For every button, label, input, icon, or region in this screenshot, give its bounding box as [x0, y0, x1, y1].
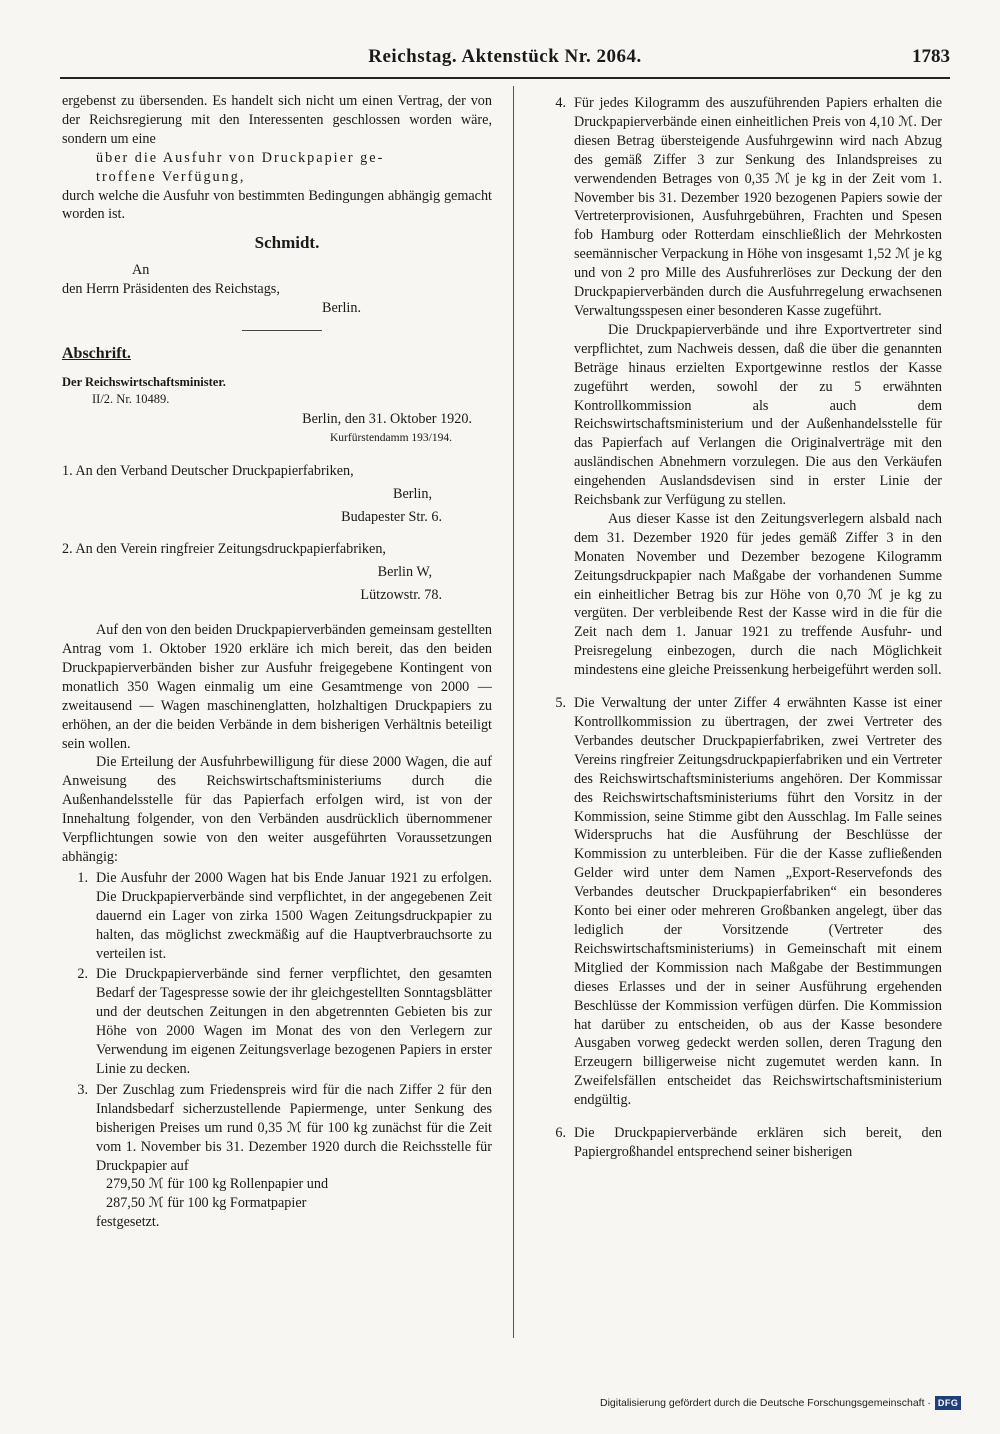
digitization-credit — [600, 1396, 961, 1410]
addressee-2-line-2: Berlin W, — [377, 564, 432, 581]
reference-number: II/2. Nr. 10489. — [92, 391, 170, 406]
dateline: Berlin, den 31. Oktober 1920. — [302, 410, 472, 427]
list-item-text: Für jedes Kilogramm des auszuführenden Papiers erhalten die Druckpapierverbände einen einheitlichen Preis von 4,10 ℳ. Der diesen Betrag übersteigende Ausfuhrgewinn wird nach Abzug des gemäß Ziffer 3 zur Senkung des Inlandspreises zu verwendenden Betrages von 0,35 ℳ je kg in der Zeit vom 1. November bis 31. Dezember 1920 bezogenen Papiers sowie der Vertreterprovisionen, Ausfuhrgebühren, Frachten und Spesen fob Hamburg oder Rotterdam einschließlich der Mehrkosten seemännischer Verpackung in Höhe von insgesamt 1,52 ℳ je kg und von 2 pro Mille des Ausfuhrerlöses zur Deckung der den Druckpapierverbänden durch die Ausfuhrregelung erwachsenen Verwaltungsspesen einer besonderen Kasse zugeführt. — [574, 95, 942, 319]
running-head — [60, 42, 950, 76]
header-rule — [60, 77, 950, 79]
list-item-number: 4. — [555, 95, 566, 111]
addressee-2-line-1: 2. An den Verein ringfreier Zeitungsdruckpapierfabriken, — [62, 541, 386, 558]
list-item-text: Die Verwaltung der unter Ziffer 4 erwähnten Kasse ist einer Kontrollkommission zu übertragen, der zwei Vertreter des Verbandes deutscher Druckpapierfabriken, zwei Vertreter des Vereins ringfreier Zeitungsdruckpapierfabriken und ein Vertreter des Reichswirtschaftsministeriums angehören. Der Kommissar des Reichswirtschaftsministeriums führt den Vorsitz in der Kommission, seine Stimme gibt den Ausschlag. Im Falle seines Widerspruchs hat die Ausführung der Beschlüsse der Kommission zu unterbleiben. Für die der Kasse zufließenden Gelder wird unter dem Namen „Export-Reservefonds des Verbandes deutscher Druckpapierfabriken“ ein besonderes Konto bei einer oder mehreren Großbanken angelegt, über das lediglich der Vorsitzende (Vertreter des Reichswirtschaftsministeriums) in Gemeinschaft mit einem Mitglied der Kommission nach Maßgabe der Bestimmungen dieses Erlasses und der in seiner Ausführung ergehenden Beschlüsse der Kommission verfügen dürfen. Die Kommission hat darüber zu entscheiden, ob aus der Kasse besondere Ausgaben vorweg gedeckt werden sollen, deren Tragung den Erzeugern billigerweise nicht zugemutet werden kann. In Zweifelsfällen entscheidet das Reichswirtschaftsministerium endgültig. — [574, 695, 942, 1109]
list-item-number: 5. — [555, 695, 566, 712]
section-rule — [242, 330, 322, 331]
list-item-number: 3. — [77, 1081, 88, 1098]
intro-continuation: durch welche die Ausfuhr von bestimmten Bedingungen abhängig gemacht worden ist. — [62, 187, 492, 223]
addressee-1-line-1: 1. An den Verband Deutscher Druckpapierfabriken, — [62, 462, 354, 479]
page-number: 1783 — [912, 46, 950, 67]
list-item-text: Der Zuschlag zum Friedenspreis wird für die nach Ziffer 2 für den Inlandsbedarf sicherzustellende Papiermenge, unter Senkung des bisherigen Preises um rund 0,35 ℳ für 100 kg zunächst für die Zeit vom 1. November bis 31. Dezember 1920 durch die Reichsstelle für Druckpapier auf — [96, 1081, 492, 1174]
signature: Schmidt. — [254, 233, 320, 253]
dfg-logo-icon: DFG — [935, 1396, 962, 1410]
item-4-paragraph-2: Die Druckpapierverbände und ihre Exportvertreter sind verpflichtet, zum Nachweis dessen, daß die über die genannten Beträge hinaus erzielten Exportgewinne restlos der Kasse zugeführt werden, sowohl der zu 5 erwähnten Kontrollkommission als auch dem Reichswirtschaftsministerium und der Außenhandelsstelle für das Papierfach auf Verlangen die Originalverträge mit den ausländischen Abnehmern vorzulegen. Die aus den Verkäufen eingehenden Auslandsdevisen sind in erster Linie der Reichsbank zur Verfügung zu stellen. — [574, 321, 942, 509]
list-item-number: 6. — [555, 1125, 566, 1142]
item-4-paragraph-3: Aus dieser Kasse ist den Zeitungsverlegern alsbald nach dem 31. Dezember 1920 für jedes gemäß Ziffer 3 in den Monaten November und Dezember bezogene Kilogramm Zeitungsdruckpapier nach Maßgabe der vorhandenen Summe ein einheitlicher Betrag bis zur Höhe von 0,70 ℳ je kg zu vergüten. Der verbleibende Rest der Kasse wird in die für die Zeit nach dem 1. Januar 1921 zu treffende Ausfuhr- und Preisregelung einbezogen, durch die nach Möglichkeit mindestens eine gleiche Preissenkung herbeigeführt werden soll. — [574, 510, 942, 679]
right-column — [540, 92, 942, 1162]
body-paragraph-2: Die Erteilung der Ausfuhrbewilligung für diese 2000 Wagen, die auf Anweisung des Reichswirtschaftsministeriums durch die Außenhandelsstelle für das Papierfach erfolgen wird, ist von der Innehaltung folgender, von den Verbänden ausdrücklich übernommener Verpflichtungen sowie von den weiter ausgeführten Voraussetzungen abhängig: — [62, 754, 492, 865]
spacer — [62, 605, 492, 621]
credit-text: Digitalisierung gefördert durch die Deutsche Forschungsgemeinschaft · — [600, 1397, 931, 1409]
running-head-title: Reichstag. Aktenstück Nr. 2064. — [368, 46, 642, 67]
price-line-2: 287,50 ℳ für 100 kg Formatpapier — [106, 1195, 307, 1212]
body-paragraph-1: Auf den von den beiden Druckpapierverbänden gemeinsam gestellten Antrag vom 1. Oktober 1920 erkläre ich mich bereit, das den beiden Druckpapierverbänden bisher zur Ausfuhr freigegebene Kontingent von monatlich 350 Wagen einmalig um eine Gesamtmenge von 2000 — zweitausend — Wagen maschinenglatten, holzhaltigen Druckpapiers zu erhöhen, an der die beiden Verbände in dem bisherigen Verhältnis beteiligt sein wollen. — [62, 622, 492, 752]
list-item — [62, 869, 492, 964]
list-item — [62, 965, 492, 1078]
list-item — [540, 694, 942, 1110]
abschrift-heading: Abschrift. — [62, 344, 131, 362]
list-item-text: Die Ausfuhr der 2000 Wagen hat bis Ende Januar 1921 zu erfolgen. Die Druckpapierverbände sind verpflichtet, in der angegebenen Zeit dauernd ein Lager von zirka 1500 Wagen Zeitungsdruckpapier zu halten, das möglichst zweckmäßig auf die Hauptverbrauchsorte zu verteilen ist. — [96, 869, 492, 962]
list-item-number: 1. — [77, 869, 88, 886]
addressee-1-line-2: Berlin, — [392, 485, 432, 502]
list-item — [540, 94, 942, 321]
list-item-number: 2. — [77, 966, 88, 983]
list-item — [540, 1124, 942, 1162]
recipient-city: Berlin. — [322, 300, 362, 317]
intro-paragraph: ergebenst zu übersenden. Es handelt sich nicht um einen Vertrag, der von der Reichsregierung mit den Interessenten geschlossen worden wäre, sondern um eine — [62, 93, 492, 147]
sender: Der Reichswirtschaftsminister. — [62, 374, 226, 389]
left-column — [62, 92, 492, 1232]
list-item-text: Die Druckpapierverbände erklären sich bereit, den Papiergroßhandel entsprechend seiner bisherigen — [574, 1125, 942, 1160]
column-divider — [513, 86, 514, 1338]
addressee-2-line-3: Lützowstr. 78. — [360, 587, 442, 604]
street-address: Kurfürstendamm 193/194. — [329, 431, 452, 444]
festgesetzt: festgesetzt. — [96, 1214, 160, 1231]
emphasis-line-2: troffene Verfügung, — [96, 168, 246, 185]
recipient-line: den Herrn Präsidenten des Reichstags, — [62, 281, 280, 298]
list-item — [62, 1081, 492, 1176]
emphasis-line-1: über die Ausfuhr von Druckpapier ge- — [96, 149, 385, 166]
recipient-an: An — [132, 262, 150, 279]
addressee-1-line-3: Budapester Str. 6. — [341, 508, 442, 525]
list-item-text: Die Druckpapierverbände sind ferner verpflichtet, den gesamten Bedarf der Tagespresse sowie der ihr gleichgestellten Sonntagsblätter und der deutschen Zeitungen in den abgetrennten Gebieten bis zur Höhe von 2000 Wagen im Monat des von den Verlegern zur Verwendung im eigenen Zeitungsverlage bezogenen Papiers in erster Linie zu decken. — [96, 966, 492, 1077]
price-line-1: 279,50 ℳ für 100 kg Rollenpapier und — [106, 1176, 329, 1193]
